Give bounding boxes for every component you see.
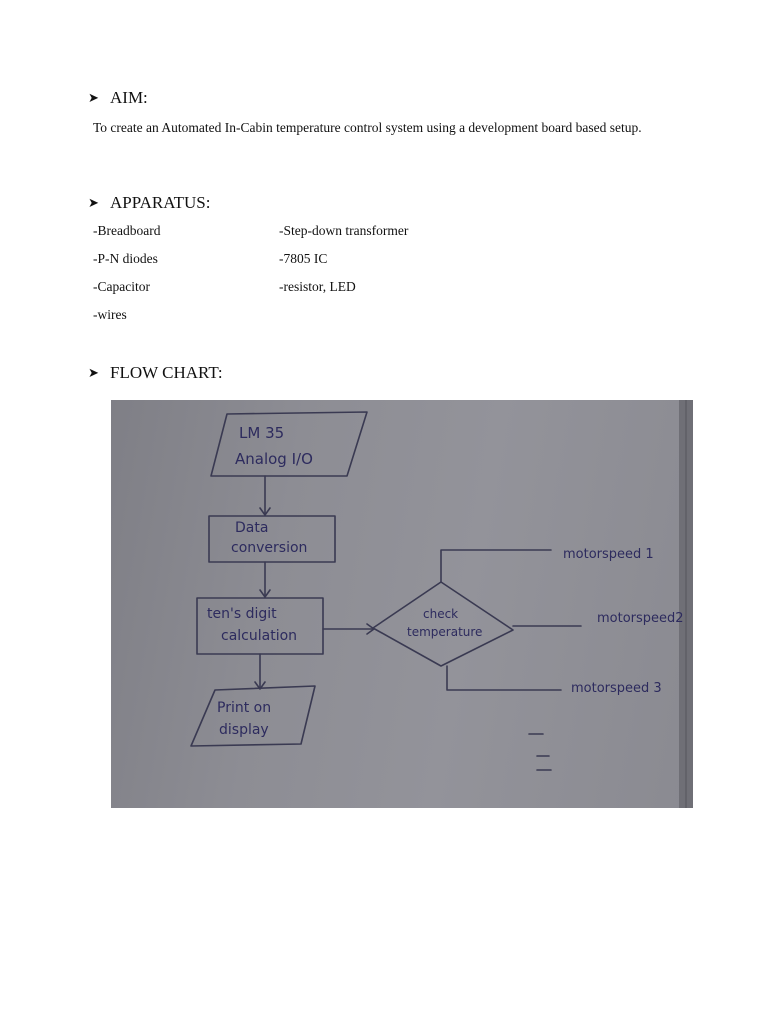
arrow-bullet-icon: ➤ — [88, 365, 99, 380]
apparatus-item: -Capacitor — [93, 279, 150, 294]
apparatus-item: -P-N diodes — [93, 251, 158, 266]
motor-speed-3-label: motorspeed 3 — [571, 681, 662, 696]
decision-node-label-2: temperature — [407, 625, 483, 639]
flowchart-diagram — [111, 400, 693, 808]
calc-node-label-2: calculation — [221, 628, 298, 644]
input-node-label-2: Analog I/O — [235, 450, 313, 468]
flowchart-heading-text: FLOW CHART: — [110, 363, 223, 382]
apparatus-item: -resistor, LED — [279, 279, 356, 294]
calc-node-label-1: ten's digit — [207, 606, 277, 622]
connector-line — [441, 550, 551, 582]
apparatus-heading — [88, 193, 210, 213]
input-node-label-1: LM 35 — [239, 424, 285, 442]
arrow-bullet-icon: ➤ — [88, 195, 99, 210]
apparatus-item: -Step-down transformer — [279, 223, 409, 238]
apparatus-heading-text: APPARATUS: — [110, 193, 211, 212]
flowchart-heading — [88, 363, 223, 383]
apparatus-item: -wires — [93, 307, 127, 322]
print-node-label-1: Print on — [217, 700, 272, 716]
motor-speed-2-label: motorspeed2 — [597, 611, 684, 626]
apparatus-item: -7805 IC — [279, 251, 328, 266]
decision-node-shape — [373, 582, 513, 666]
aim-heading — [88, 88, 148, 108]
arrow-bullet-icon: ➤ — [88, 90, 99, 105]
convert-node-label-1: Data — [235, 520, 269, 536]
convert-node-label-2: conversion — [231, 540, 308, 556]
print-node-label-2: display — [219, 722, 269, 738]
motor-speed-1-label: motorspeed 1 — [563, 547, 654, 562]
connector-line — [447, 666, 561, 690]
apparatus-item: -Breadboard — [93, 223, 161, 238]
flowchart-photo — [111, 400, 693, 808]
decision-node-label-1: check — [423, 607, 459, 621]
aim-heading-text: AIM: — [110, 88, 148, 107]
aim-paragraph: To create an Automated In-Cabin temperature control system using a development board based setup. — [93, 120, 642, 135]
